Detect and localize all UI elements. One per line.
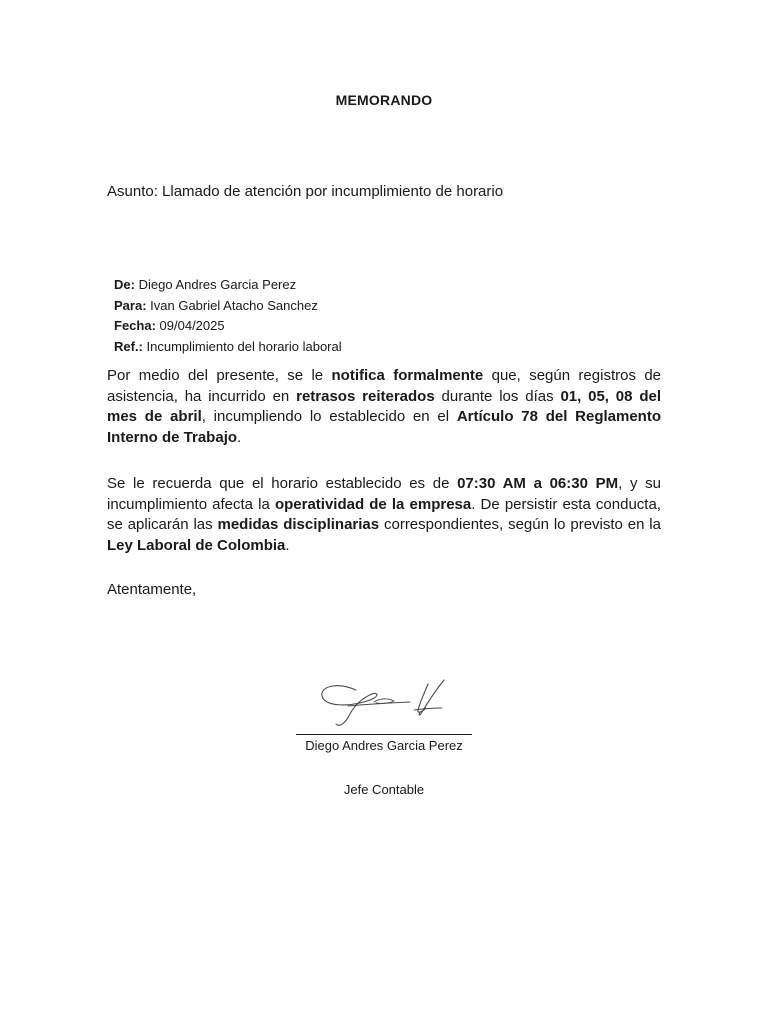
- date-row: [114, 316, 342, 337]
- from-label: De:: [114, 277, 135, 292]
- p2-text-3: . De persistir esta conducta, se aplicarán las: [107, 495, 661, 533]
- signer-role: Jefe Contable: [343, 782, 425, 797]
- from-row: [114, 275, 342, 296]
- date-value: 09/04/2025: [159, 318, 225, 333]
- signature-line: [296, 734, 472, 735]
- to-value: Ivan Gabriel Atacho Sanchez: [150, 297, 318, 313]
- p1-bold-4: Artículo 78 del Reglamento Interno de Trabajo: [107, 408, 662, 446]
- memo-title: MEMORANDO: [335, 92, 433, 108]
- p2-text-4: correspondientes, según lo previsto en la: [379, 516, 661, 533]
- closing-line: Atentamente,: [107, 581, 197, 598]
- p2-bold-2: operatividad de la empresa: [274, 495, 472, 513]
- p2-bold-4: Ley Laboral de Colombia: [107, 536, 286, 554]
- p2-bold-1: 07:30 AM a 06:30 PM: [457, 475, 619, 492]
- date-label: Fecha:: [114, 318, 156, 333]
- handwritten-signature: [318, 672, 458, 732]
- p1-bold-3: 01, 05, 08 del mes de abril: [107, 387, 662, 425]
- p2-text-2: , y su incumplimiento afecta la: [107, 475, 661, 513]
- from-value: Diego Andres Garcia Perez: [138, 277, 297, 292]
- reference-label: Ref.:: [114, 338, 143, 354]
- p1-text-5: .: [237, 428, 242, 446]
- reference-value: Incumplimiento del horario laboral: [146, 338, 342, 354]
- body-paragraph-1: [107, 366, 661, 448]
- to-row: [114, 296, 342, 317]
- memo-header-block: [114, 275, 342, 357]
- to-label: Para:: [114, 297, 147, 313]
- p1-text-2: que, según registros de asistencia, ha incurrido en: [107, 367, 662, 405]
- memo-subject: Asunto: Llamado de atención por incumplimiento de horario: [107, 183, 504, 200]
- p1-text-1: Por medio del presente, se le: [107, 367, 332, 384]
- p1-text-3: durante los días: [434, 387, 561, 405]
- p2-bold-3: medidas disciplinarias: [217, 516, 380, 533]
- reference-row: [114, 337, 342, 358]
- p2-text-1: Se le recuerda que el horario establecido es de: [107, 475, 458, 492]
- p1-text-4: , incumpliendo lo establecido en el: [201, 408, 457, 425]
- p1-bold-1: notifica formalmente: [331, 367, 484, 384]
- body-paragraph-2: [107, 474, 661, 556]
- p2-text-5: .: [285, 536, 290, 554]
- p1-bold-2: retrasos reiterados: [296, 387, 435, 405]
- signer-name: Diego Andres Garcia Perez: [305, 738, 463, 753]
